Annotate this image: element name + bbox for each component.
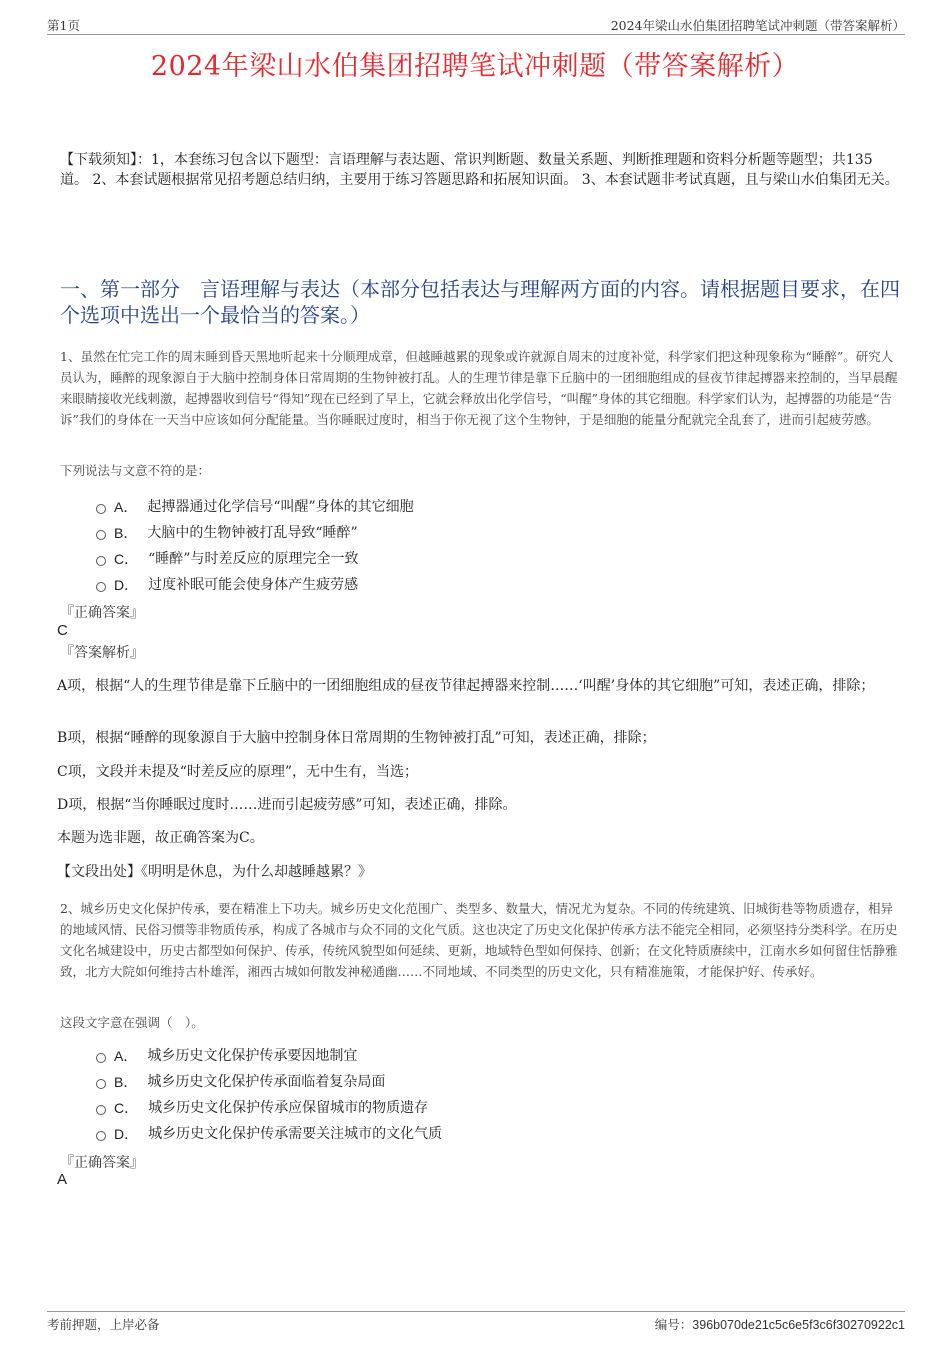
- option-c[interactable]: [96, 1095, 876, 1121]
- analysis-b: B项，根据“睡醉的现象源自于大脑中控制身体日常周期的生物钟被打乱”可知，表述正确，排除；: [57, 730, 656, 746]
- option-text: 大脑中的生物钟被打乱导致“睡醉”: [147, 525, 358, 541]
- header-doc-title: 2024年梁山水伯集团招聘笔试冲刺题（带答案解析）: [610, 18, 905, 33]
- option-d[interactable]: [96, 1121, 876, 1147]
- option-letter: A．: [114, 499, 138, 515]
- analysis-conclusion: 本题为选非题，故正确答案为C。: [57, 830, 264, 846]
- option-a[interactable]: [96, 494, 876, 520]
- option-letter: D．: [114, 577, 139, 593]
- option-text: 过度补眠可能会使身体产生疲劳感: [148, 577, 359, 593]
- footer-code: [655, 1315, 905, 1333]
- radio-icon[interactable]: [96, 1105, 106, 1115]
- code-label: 编号：: [654, 1317, 693, 1332]
- footer-slogan: 考前押题，上岸必备: [47, 1317, 160, 1332]
- option-text: 城乡历史文化保护传承需要关注城市的文化气质: [148, 1126, 443, 1142]
- source-note: 【文段出处】《明明是休息，为什么却越睡越累？》: [57, 864, 372, 880]
- option-a[interactable]: [96, 1043, 876, 1069]
- option-letter: C．: [114, 551, 139, 567]
- document-title: 2024年梁山水伯集团招聘笔试冲刺题（带答案解析）: [150, 51, 800, 82]
- question-2-prompt: 这段文字意在强调（ ）。: [60, 1015, 204, 1030]
- question-1-options: [96, 494, 876, 598]
- code-value: 396b070de21c5c6e5f3c6f30270922c1: [692, 1318, 905, 1332]
- download-notice: 【下载须知】：1，本套练习包含以下题型：言语理解与表达题、常识判断题、数量关系题、判断推理题和资料分析题等题型；共135道。 2、本套试题根据常见招考题总结归纳，主要用于练习答题思路和拓展知识面。 3、本套试题非考试真题，且与梁山水伯集团无关。: [60, 152, 899, 188]
- page-footer: [47, 1311, 905, 1332]
- radio-icon[interactable]: [96, 504, 106, 514]
- radio-icon[interactable]: [96, 1079, 106, 1089]
- option-letter: C．: [114, 1100, 139, 1116]
- correct-answer: A: [57, 1171, 68, 1188]
- radio-icon[interactable]: [96, 582, 106, 592]
- option-text: 城乡历史文化保护传承面临着复杂局面: [147, 1074, 386, 1090]
- radio-icon[interactable]: [96, 1131, 106, 1141]
- question-2-text: 2、城乡历史文化保护传承，要在精准上下功夫。城乡历史文化范围广、类型多、数量大，情况尤为复杂。不同的传统建筑、旧城街巷等物质遗存，相异的地域风情、民俗习惯等非物质传承，构成了各城市与众不同的文化气质。这也决定了历史文化保护传承方法不能完全相同，必须坚持分类科学。在历史文化名城建设中，历史古都型如何保护、传承，传统风貌型如何延续、更新，地域特色型如何保持、创新；在文化特质赓续中，江南水乡如何留住恬静雅致，北方大院如何维持古朴雄浑，湘西古城如何散发神秘通幽……不同地域、不同类型的历史文化，只有精准施策，才能保护好、传承好。: [60, 901, 898, 979]
- analysis-label: 『答案解析』: [60, 645, 144, 661]
- option-text: “睡醉”与时差反应的原理完全一致: [148, 551, 359, 567]
- option-d[interactable]: [96, 572, 876, 598]
- option-c[interactable]: [96, 546, 876, 572]
- analysis-c: C项，文段并未提及“时差反应的原理”，无中生有，当选；: [57, 764, 419, 780]
- option-letter: A．: [114, 1048, 138, 1064]
- analysis-d: D项，根据“当你睡眠过度时……进而引起疲劳感”可知，表述正确，排除。: [57, 797, 517, 813]
- question-1-prompt: 下列说法与文意不符的是：: [60, 463, 211, 478]
- question-2-options: [96, 1043, 876, 1147]
- option-b[interactable]: [96, 1069, 876, 1095]
- option-text: 城乡历史文化保护传承应保留城市的物质遗存: [148, 1100, 429, 1116]
- radio-icon[interactable]: [96, 556, 106, 566]
- analysis-a: A项，根据“人的生理节律是靠下丘脑中的一团细胞组成的昼夜节律起搏器来控制……‘叫醒’身体的其它细胞”可知，表述正确，排除；: [57, 678, 875, 694]
- page-header: [47, 14, 905, 35]
- question-1-text: 1、虽然在忙完工作的周末睡到昏天黑地听起来十分顺理成章，但越睡越累的现象或许就源自周末的过度补觉，科学家们把这种现象称为“睡醉”。研究人员认为，睡醉的现象源自于大脑中控制身体日常周期的生物钟被打乱。人的生理节律是靠下丘脑中的一团细胞组成的昼夜节律起搏器来控制的，当早晨醒来眼睛接收光线刺激，起搏器收到信号“得知”现在已经到了早上，它就会释放出化学信号，“叫醒”身体的其它细胞。科学家们认为，起搏器的功能是“告诉”我们的身体在一天当中应该如何分配能量。当你睡眠过度时，相当于你无视了这个生物钟，于是细胞的能量分配就完全乱套了，进而引起疲劳感。: [60, 349, 898, 427]
- radio-icon[interactable]: [96, 530, 106, 540]
- answer-label: 『正确答案』: [60, 1155, 144, 1171]
- correct-answer: C: [57, 622, 68, 639]
- option-letter: D．: [114, 1126, 139, 1142]
- option-letter: B．: [114, 525, 138, 541]
- answer-label: 『正确答案』: [60, 605, 144, 621]
- section-title: 一、第一部分 言语理解与表达（本部分包括表达与理解两方面的内容。请根据题目要求，在四个选项中选出一个最恰当的答案。）: [60, 277, 900, 327]
- page-number: 第1页: [47, 18, 80, 33]
- option-text: 城乡历史文化保护传承要因地制宜: [147, 1048, 358, 1064]
- option-letter: B．: [114, 1074, 138, 1090]
- radio-icon[interactable]: [96, 1053, 106, 1063]
- option-text: 起搏器通过化学信号“叫醒”身体的其它细胞: [147, 499, 414, 515]
- option-b[interactable]: [96, 520, 876, 546]
